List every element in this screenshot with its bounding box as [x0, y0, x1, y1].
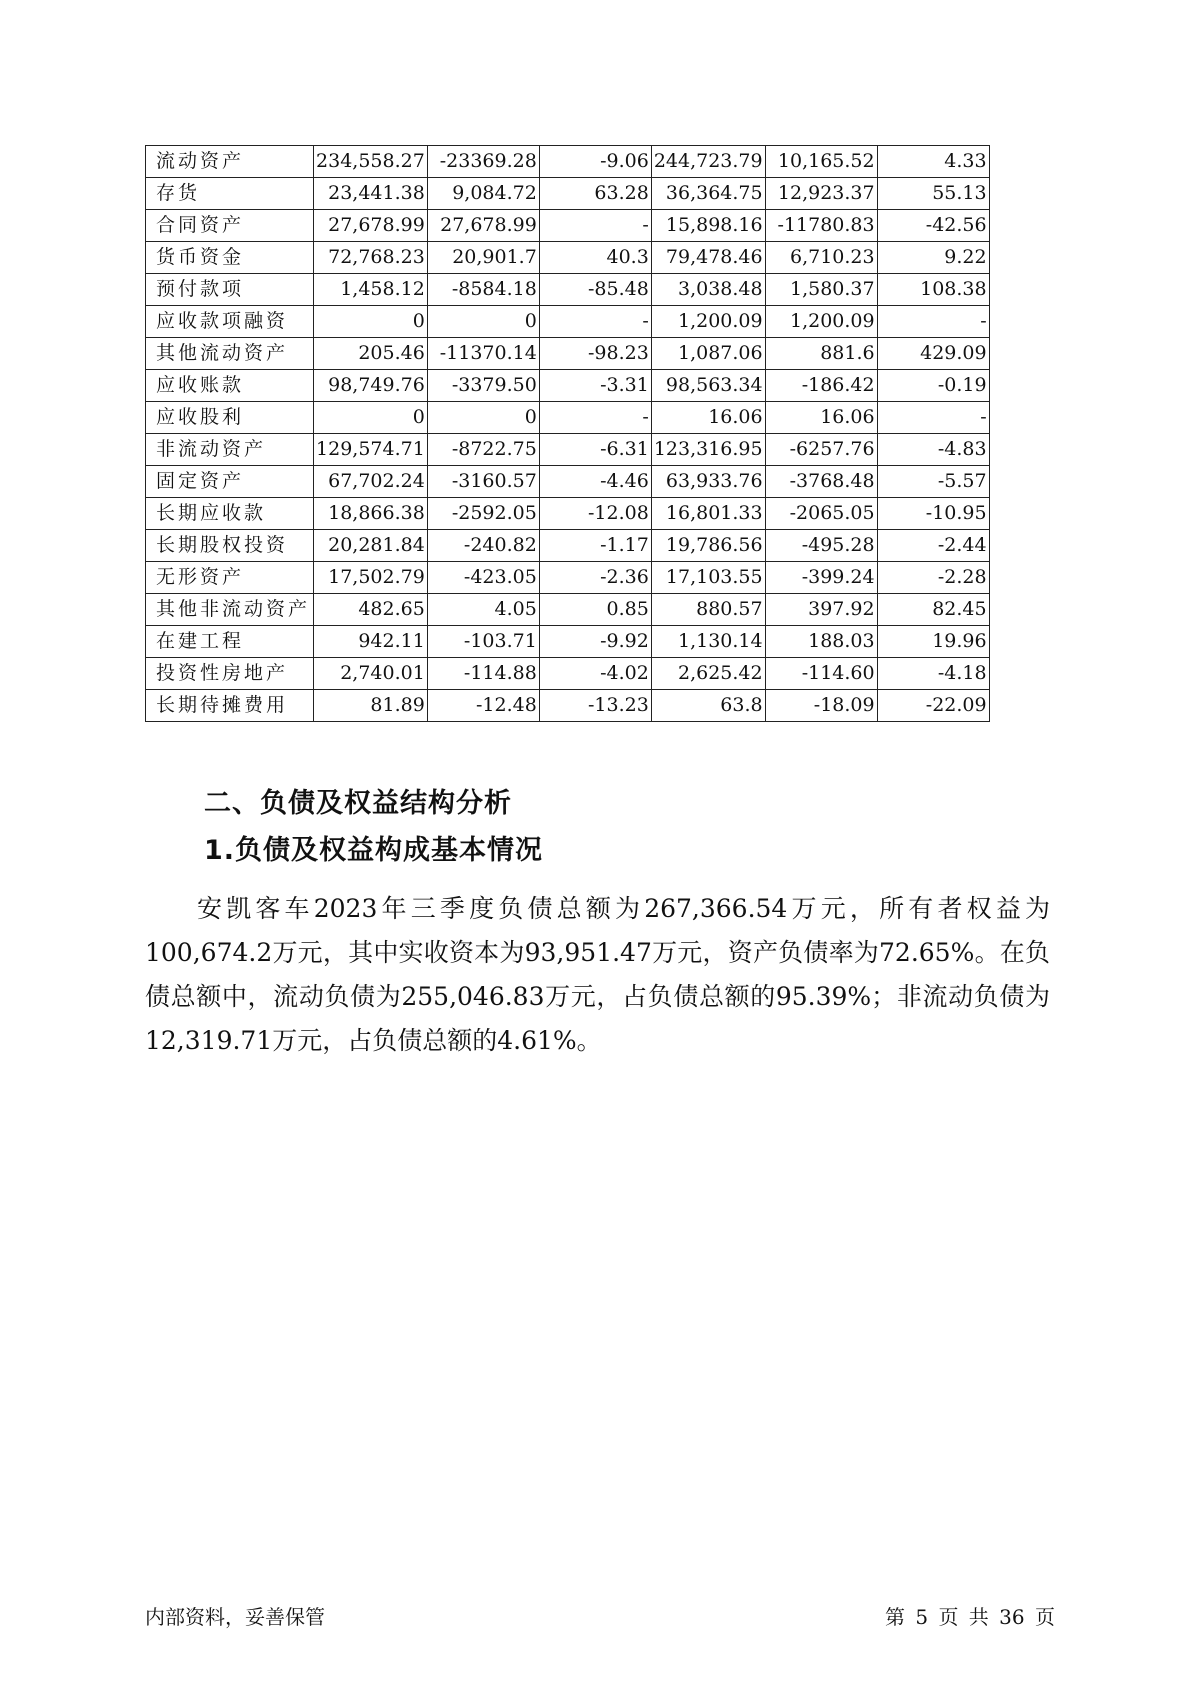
value-cell: 27,678.99 [427, 210, 539, 242]
value-cell: 429.09 [877, 338, 989, 370]
row-label-cell: 无形资产 [146, 562, 314, 594]
value-cell: -240.82 [427, 530, 539, 562]
value-cell: 20,901.7 [427, 242, 539, 274]
value-cell: -3160.57 [427, 466, 539, 498]
row-label-cell: 货币资金 [146, 242, 314, 274]
section-heading: 二、负债及权益结构分析 [204, 788, 512, 819]
value-cell: 98,563.34 [651, 370, 765, 402]
value-cell: 1,087.06 [651, 338, 765, 370]
value-cell: -4.46 [539, 466, 651, 498]
footer-confidential-note: 内部资料，妥善保管 [145, 1605, 325, 1629]
row-label-cell: 流动资产 [146, 146, 314, 178]
value-cell: 63.28 [539, 178, 651, 210]
value-cell: -4.02 [539, 658, 651, 690]
value-cell: 17,502.79 [314, 562, 428, 594]
table-row [146, 370, 990, 402]
value-cell: 881.6 [765, 338, 877, 370]
value-cell: -399.24 [765, 562, 877, 594]
value-cell: 55.13 [877, 178, 989, 210]
row-label-cell: 应收股利 [146, 402, 314, 434]
value-cell: -42.56 [877, 210, 989, 242]
value-cell: 63,933.76 [651, 466, 765, 498]
value-cell: 16.06 [765, 402, 877, 434]
value-cell: 4.33 [877, 146, 989, 178]
value-cell: 942.11 [314, 626, 428, 658]
table-row [146, 658, 990, 690]
value-cell: 18,866.38 [314, 498, 428, 530]
row-label-cell: 长期应收款 [146, 498, 314, 530]
value-cell: 0 [314, 402, 428, 434]
value-cell: -3379.50 [427, 370, 539, 402]
table-row [146, 242, 990, 274]
value-cell: -103.71 [427, 626, 539, 658]
value-cell: -423.05 [427, 562, 539, 594]
table-row [146, 434, 990, 466]
value-cell: 9,084.72 [427, 178, 539, 210]
value-cell: -23369.28 [427, 146, 539, 178]
value-cell: 188.03 [765, 626, 877, 658]
value-cell: -11370.14 [427, 338, 539, 370]
value-cell: 36,364.75 [651, 178, 765, 210]
value-cell: 27,678.99 [314, 210, 428, 242]
value-cell: 1,130.14 [651, 626, 765, 658]
value-cell: -4.18 [877, 658, 989, 690]
value-cell: 19.96 [877, 626, 989, 658]
row-label-cell: 长期待摊费用 [146, 690, 314, 722]
row-label-cell: 在建工程 [146, 626, 314, 658]
value-cell: -3768.48 [765, 466, 877, 498]
table-row [146, 626, 990, 658]
value-cell: -495.28 [765, 530, 877, 562]
value-cell: - [539, 210, 651, 242]
value-cell: 16.06 [651, 402, 765, 434]
footer-page-number: 第 5 页 共 36 页 [885, 1605, 1055, 1629]
table-row [146, 530, 990, 562]
value-cell: 129,574.71 [314, 434, 428, 466]
value-cell: -11780.83 [765, 210, 877, 242]
value-cell: 67,702.24 [314, 466, 428, 498]
value-cell: 1,458.12 [314, 274, 428, 306]
table-row [146, 338, 990, 370]
value-cell: -186.42 [765, 370, 877, 402]
value-cell: 0.85 [539, 594, 651, 626]
row-label-cell: 固定资产 [146, 466, 314, 498]
table-row [146, 562, 990, 594]
value-cell: - [539, 306, 651, 338]
value-cell: 79,478.46 [651, 242, 765, 274]
value-cell: 81.89 [314, 690, 428, 722]
value-cell: 15,898.16 [651, 210, 765, 242]
value-cell: -9.06 [539, 146, 651, 178]
value-cell: - [877, 402, 989, 434]
value-cell: -12.48 [427, 690, 539, 722]
value-cell: 234,558.27 [314, 146, 428, 178]
value-cell: 23,441.38 [314, 178, 428, 210]
value-cell: 6,710.23 [765, 242, 877, 274]
value-cell: 9.22 [877, 242, 989, 274]
value-cell: -5.57 [877, 466, 989, 498]
table-row [146, 274, 990, 306]
value-cell: 20,281.84 [314, 530, 428, 562]
asset-change-table [145, 145, 990, 722]
value-cell: 123,316.95 [651, 434, 765, 466]
value-cell: 82.45 [877, 594, 989, 626]
value-cell: -2065.05 [765, 498, 877, 530]
value-cell: -2.44 [877, 530, 989, 562]
value-cell: - [877, 306, 989, 338]
row-label-cell: 应收账款 [146, 370, 314, 402]
value-cell: 19,786.56 [651, 530, 765, 562]
value-cell: 12,923.37 [765, 178, 877, 210]
value-cell: -12.08 [539, 498, 651, 530]
row-label-cell: 其他非流动资产 [146, 594, 314, 626]
value-cell: -22.09 [877, 690, 989, 722]
value-cell: 0 [427, 306, 539, 338]
table-row [146, 210, 990, 242]
table-row [146, 690, 990, 722]
value-cell: -114.60 [765, 658, 877, 690]
value-cell: 40.3 [539, 242, 651, 274]
value-cell: -6257.76 [765, 434, 877, 466]
value-cell: -10.95 [877, 498, 989, 530]
value-cell: 1,580.37 [765, 274, 877, 306]
table-row [146, 306, 990, 338]
value-cell: 1,200.09 [765, 306, 877, 338]
row-label-cell: 长期股权投资 [146, 530, 314, 562]
value-cell: 108.38 [877, 274, 989, 306]
subsection-heading: 1.负债及权益构成基本情况 [204, 835, 544, 866]
value-cell: 397.92 [765, 594, 877, 626]
table-row [146, 466, 990, 498]
value-cell: -2.36 [539, 562, 651, 594]
value-cell: -18.09 [765, 690, 877, 722]
value-cell: 16,801.33 [651, 498, 765, 530]
row-label-cell: 合同资产 [146, 210, 314, 242]
row-label-cell: 应收款项融资 [146, 306, 314, 338]
value-cell: -4.83 [877, 434, 989, 466]
row-label-cell: 非流动资产 [146, 434, 314, 466]
value-cell: 2,740.01 [314, 658, 428, 690]
row-label-cell: 投资性房地产 [146, 658, 314, 690]
row-label-cell: 预付款项 [146, 274, 314, 306]
table-row [146, 498, 990, 530]
value-cell: 4.05 [427, 594, 539, 626]
value-cell: 98,749.76 [314, 370, 428, 402]
value-cell: -3.31 [539, 370, 651, 402]
value-cell: 10,165.52 [765, 146, 877, 178]
value-cell: 1,200.09 [651, 306, 765, 338]
table-row [146, 146, 990, 178]
value-cell: 3,038.48 [651, 274, 765, 306]
value-cell: 63.8 [651, 690, 765, 722]
value-cell: 244,723.79 [651, 146, 765, 178]
value-cell: -8722.75 [427, 434, 539, 466]
body-paragraph: 安凯客车2023年三季度负债总额为267,366.54万元，所有者权益为100,674.2万元，其中实收资本为93,951.47万元，资产负债率为72.65%。在负债总额中，流动负债为255,046.83万元，占负债总额的95.39%；非流动负债为12,319.71万元，占负债总额的4.61%。 [145, 894, 1050, 1055]
value-cell: 0 [314, 306, 428, 338]
value-cell: -9.92 [539, 626, 651, 658]
table-body [146, 146, 990, 722]
value-cell: -6.31 [539, 434, 651, 466]
value-cell: -8584.18 [427, 274, 539, 306]
value-cell: -85.48 [539, 274, 651, 306]
value-cell: 482.65 [314, 594, 428, 626]
value-cell: 72,768.23 [314, 242, 428, 274]
value-cell: -1.17 [539, 530, 651, 562]
row-label-cell: 其他流动资产 [146, 338, 314, 370]
value-cell: 880.57 [651, 594, 765, 626]
value-cell: 0 [427, 402, 539, 434]
value-cell: -13.23 [539, 690, 651, 722]
table-row [146, 178, 990, 210]
value-cell: -2.28 [877, 562, 989, 594]
table-row [146, 594, 990, 626]
value-cell: 17,103.55 [651, 562, 765, 594]
table-row [146, 402, 990, 434]
value-cell: 2,625.42 [651, 658, 765, 690]
value-cell: -114.88 [427, 658, 539, 690]
row-label-cell: 存货 [146, 178, 314, 210]
value-cell: -98.23 [539, 338, 651, 370]
value-cell: -0.19 [877, 370, 989, 402]
value-cell: -2592.05 [427, 498, 539, 530]
value-cell: 205.46 [314, 338, 428, 370]
value-cell: - [539, 402, 651, 434]
